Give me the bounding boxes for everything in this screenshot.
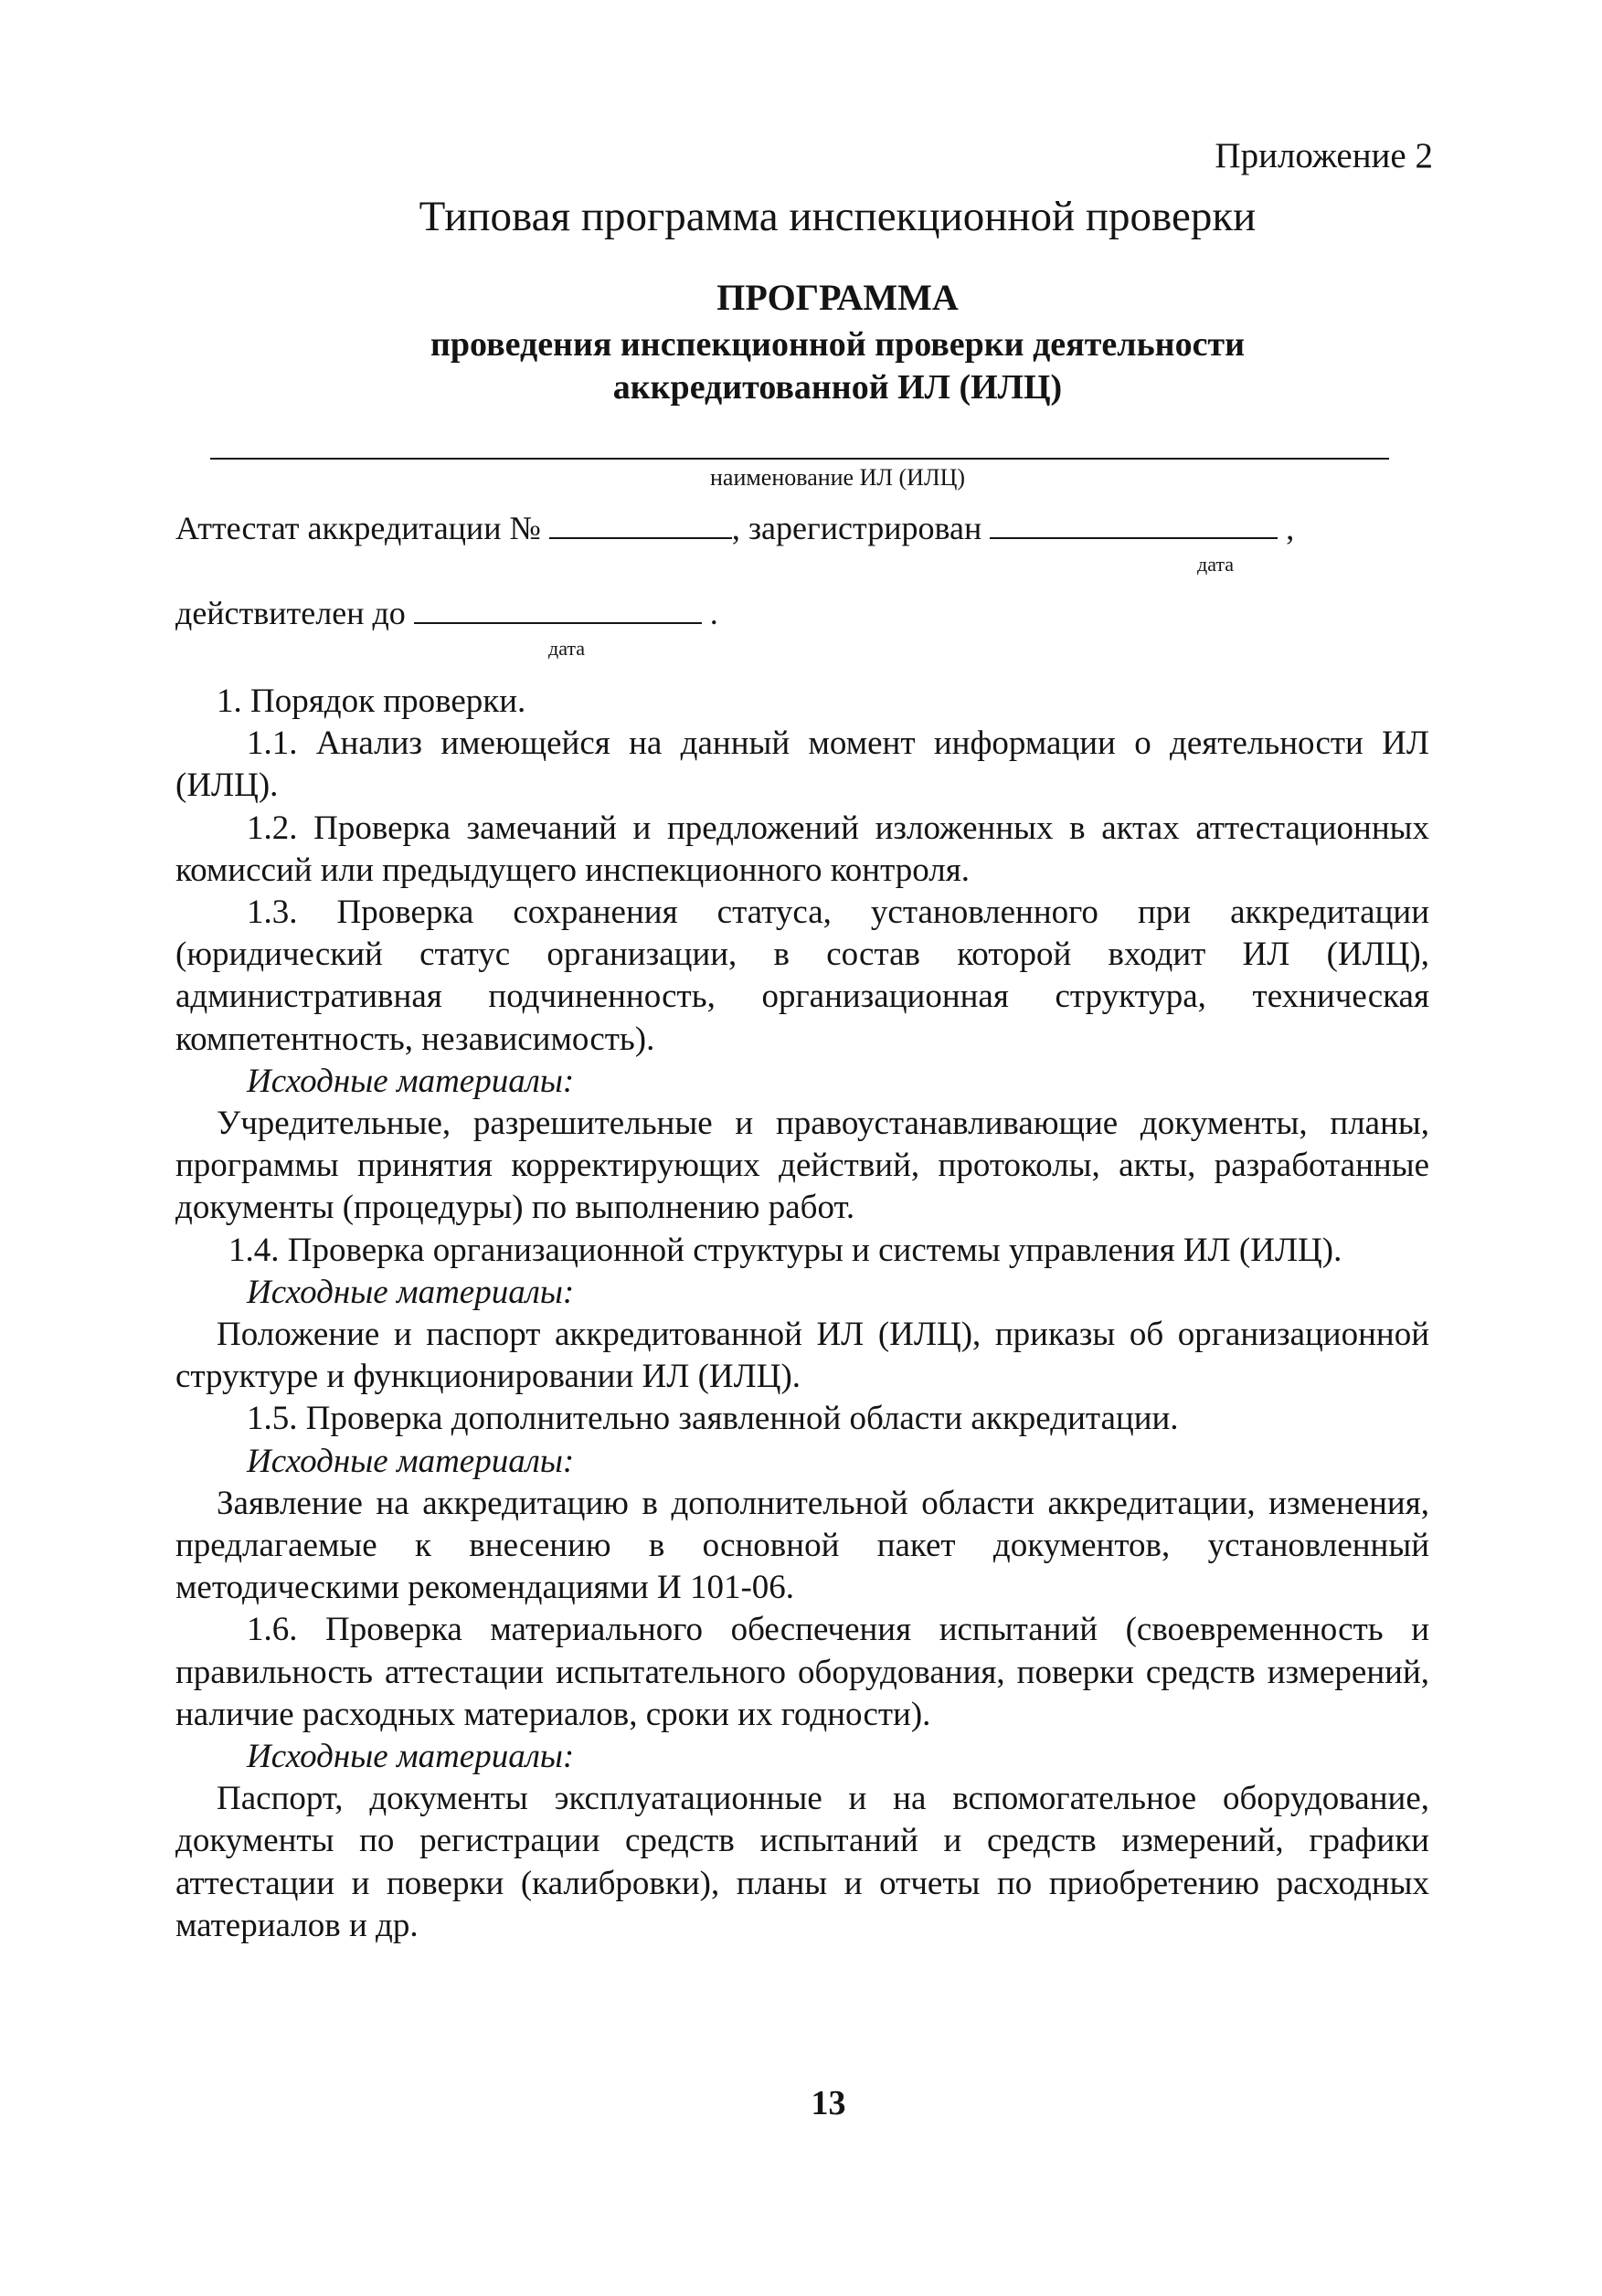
attestat-number-blank [549,510,732,539]
registration-date-blank [990,510,1278,539]
section-1-3: 1.3. Проверка сохранения статуса, установленного при аккредитации (юридический статус организации, в состав которой входит ИЛ (ИЛЦ), административная подчиненность, организационная структура, техническая компетентность, независимость). [175,894,1429,1058]
typical-program-title: Типовая программа инспекционной проверки [419,193,1257,240]
source-materials-label: Исходные материалы: [247,1738,575,1776]
source-materials-label: Исходные материалы: [247,1273,575,1311]
program-heading: ПРОГРАММА [716,277,959,318]
valid-until-line [175,594,718,632]
section-1-6-sources: Паспорт, документы эксплуатационные и на вспомогательное оборудование, документы по регистрации средств испытаний и средств измерений, графики аттестации и поверки (калибровки), планы и отчеты по приобретению расходных материалов и др. [175,1780,1429,1944]
valid-until-date-blank [414,595,702,624]
registration-date-caption: дата [1197,553,1235,576]
program-subheading-line2: аккредитованной ИЛ (ИЛЦ) [612,368,1063,407]
appendix-label: Приложение 2 [1215,136,1433,175]
document-body [175,681,1429,1947]
section-1-1: 1.1. Анализ имеющейся на данный момент информации о деятельности ИЛ (ИЛЦ). [175,725,1429,805]
lab-name-caption: наименование ИЛ (ИЛЦ) [709,464,966,491]
section-1-4: 1.4. Проверка организационной структуры и системы управления ИЛ (ИЛЦ). [228,1231,1342,1269]
valid-until-label: действителен до [175,595,406,631]
page-number: 13 [811,2084,846,2122]
section-1-5-sources: Заявление на аккредитацию в дополнительной области аккредитации, изменения, предлагаемые к внесению в основной пакет документов, установленный методическими рекомендациями И 101-06. [175,1484,1429,1607]
valid-until-date-caption: дата [548,637,586,660]
section-1-6: 1.6. Проверка материального обеспечения испытаний (своевременность и правильность аттестации испытательного оборудования, поверки средств измерений, наличие расходных материалов, сроки их годности). [175,1611,1429,1733]
attestat-label: Аттестат аккредитации № [175,510,541,546]
lab-name-blank-line [210,458,1389,460]
section-1-2: 1.2. Проверка замечаний и предложений изложенных в актах аттестационных комиссий или предыдущего инспекционного контроля. [175,809,1429,889]
attestat-line-comma: , [1286,510,1295,546]
valid-until-period: . [709,595,718,631]
section-1-5: 1.5. Проверка дополнительно заявленной области аккредитации. [247,1400,1179,1438]
section-1: 1. Порядок проверки. [217,682,526,720]
registered-label: , зарегистрирован [731,510,982,546]
source-materials-label: Исходные материалы: [247,1442,575,1480]
section-1-3-sources: Учредительные, разрешительные и правоустанавливающие документы, планы, программы принятия корректирующих действий, протоколы, акты, разработанные документы (процедуры) по выполнению работ. [175,1105,1429,1227]
attestat-line [175,509,1294,547]
program-subheading-line1: проведения инспекционной проверки деятельности [430,325,1245,364]
source-materials-label: Исходные материалы: [247,1062,575,1100]
section-1-4-sources: Положение и паспорт аккредитованной ИЛ (ИЛЦ), приказы об организационной структуре и функционировании ИЛ (ИЛЦ). [175,1316,1429,1396]
